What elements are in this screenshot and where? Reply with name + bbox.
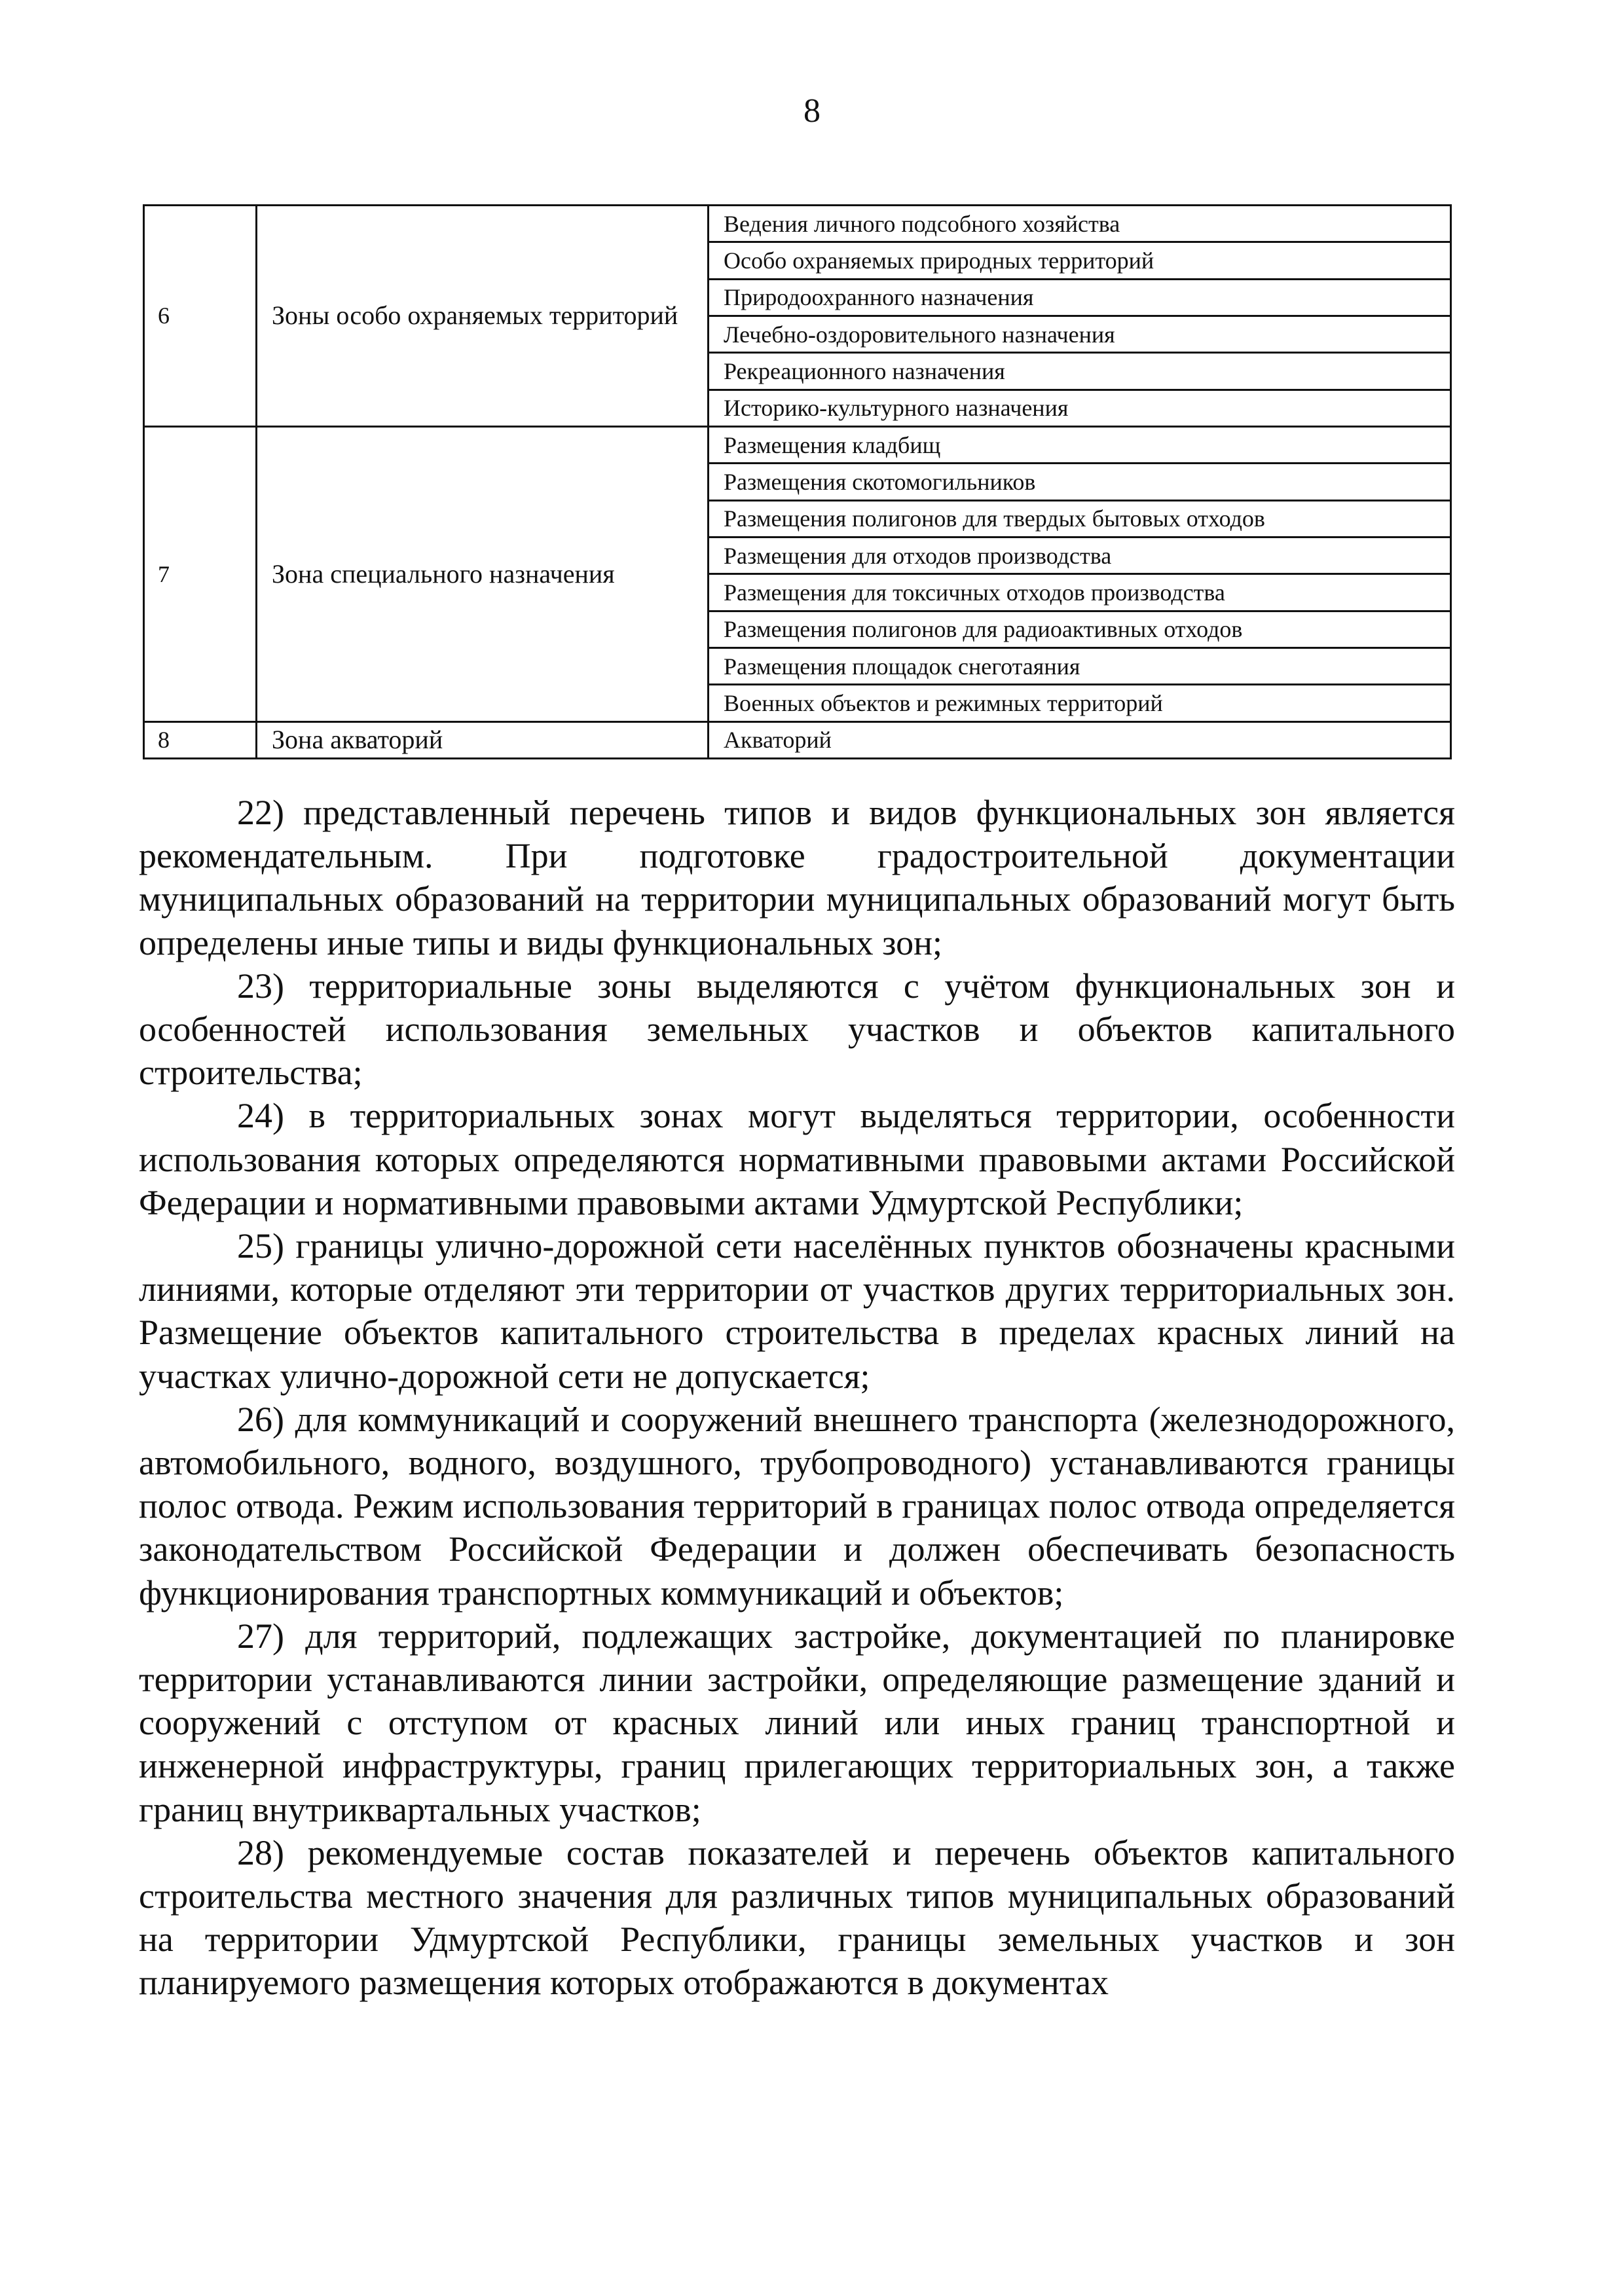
zones-table — [143, 204, 1452, 759]
paragraph-22: 22) представленный перечень типов и видов функциональных зон является рекомендательным. При подготовке градостроительной документации муниципальных образований на территории муниципальных образований могут быть определены иные типы и виды функциональных зон; — [139, 793, 1455, 962]
zone-subtype: Военных объектов и режимных территорий — [709, 685, 1451, 721]
paragraph-25: 25) границы улично-дорожной сети населённых пунктов обозначены красными линиями, которые отделяют эти территории от участков других территориальных зон. Размещение объектов капитального строительства в пределах красных линий на участках улично-дорожной сети не допускается; — [139, 1226, 1455, 1396]
zone-name: Зоны особо охраняемых территорий — [257, 206, 709, 427]
zone-subtype: Размещения для токсичных отходов производства — [709, 574, 1451, 611]
functional-zones-table-fragment — [143, 204, 1450, 759]
zone-name: Зона акваторий — [257, 721, 709, 758]
zone-subtype: Ведения личного подсобного хозяйства — [709, 206, 1451, 242]
zone-subtype: Размещения площадок снеготаяния — [709, 647, 1451, 684]
table-row — [144, 206, 1451, 242]
paragraph-26: 26) для коммуникаций и сооружений внешнего транспорта (железнодорожного, автомобильного, водного, воздушного, трубопроводного) устанавливаются границы полос отвода. Режим использования территорий в границах полос отвода определяется законодательством Российской Федерации и должен обеспечивать безопасность функционирования транспортных коммуникаций и объектов; — [139, 1399, 1455, 1613]
zone-name: Зона специального назначения — [257, 426, 709, 721]
table-row — [144, 721, 1451, 758]
zone-subtype: Размещения полигонов для радиоактивных отходов — [709, 611, 1451, 647]
table-row — [144, 426, 1451, 463]
zone-subtype: Особо охраняемых природных территорий — [709, 242, 1451, 279]
paragraph-24: 24) в территориальных зонах могут выделяться территории, особенности использования которых определяются нормативными правовыми актами Российской Федерации и нормативными правовыми актами Удмуртской Республики; — [139, 1096, 1455, 1222]
zone-subtype: Рекреационного назначения — [709, 353, 1451, 390]
zone-subtype: Размещения скотомогильников — [709, 464, 1451, 500]
zone-subtype: Размещения кладбищ — [709, 426, 1451, 463]
paragraph-23: 23) территориальные зоны выделяются с учётом функциональных зон и особенностей использования земельных участков и объектов капитального строительства; — [139, 966, 1455, 1093]
zone-subtype: Лечебно-оздоровительного назначения — [709, 316, 1451, 352]
zone-subtype: Размещения для отходов производства — [709, 537, 1451, 574]
document-body — [139, 791, 1455, 2005]
page-number: 8 — [803, 92, 821, 130]
zone-subtype: Размещения полигонов для твердых бытовых отходов — [709, 500, 1451, 537]
zone-number: 6 — [144, 206, 257, 427]
zone-subtype: Природоохранного назначения — [709, 279, 1451, 316]
zone-number: 8 — [144, 721, 257, 758]
zone-subtype: Акваторий — [709, 721, 1451, 758]
paragraph-27: 27) для территорий, подлежащих застройке, документацией по планировке территории устанавливаются линии застройки, определяющие размещение зданий и сооружений с отступом от красных линий или иных границ транспортной и инженерной инфраструктуры, границ прилегающих территориальных зон, а также границ внутриквартальных участков; — [139, 1616, 1455, 1829]
zone-subtype: Историко-культурного назначения — [709, 390, 1451, 426]
zone-number: 7 — [144, 426, 257, 721]
paragraph-28: 28) рекомендуемые состав показателей и перечень объектов капитального строительства местного значения для различных типов муниципальных образований на территории Удмуртской Республики, границы земельных участков и зон планируемого размещения которых отображаются в документах — [139, 1832, 1455, 2003]
